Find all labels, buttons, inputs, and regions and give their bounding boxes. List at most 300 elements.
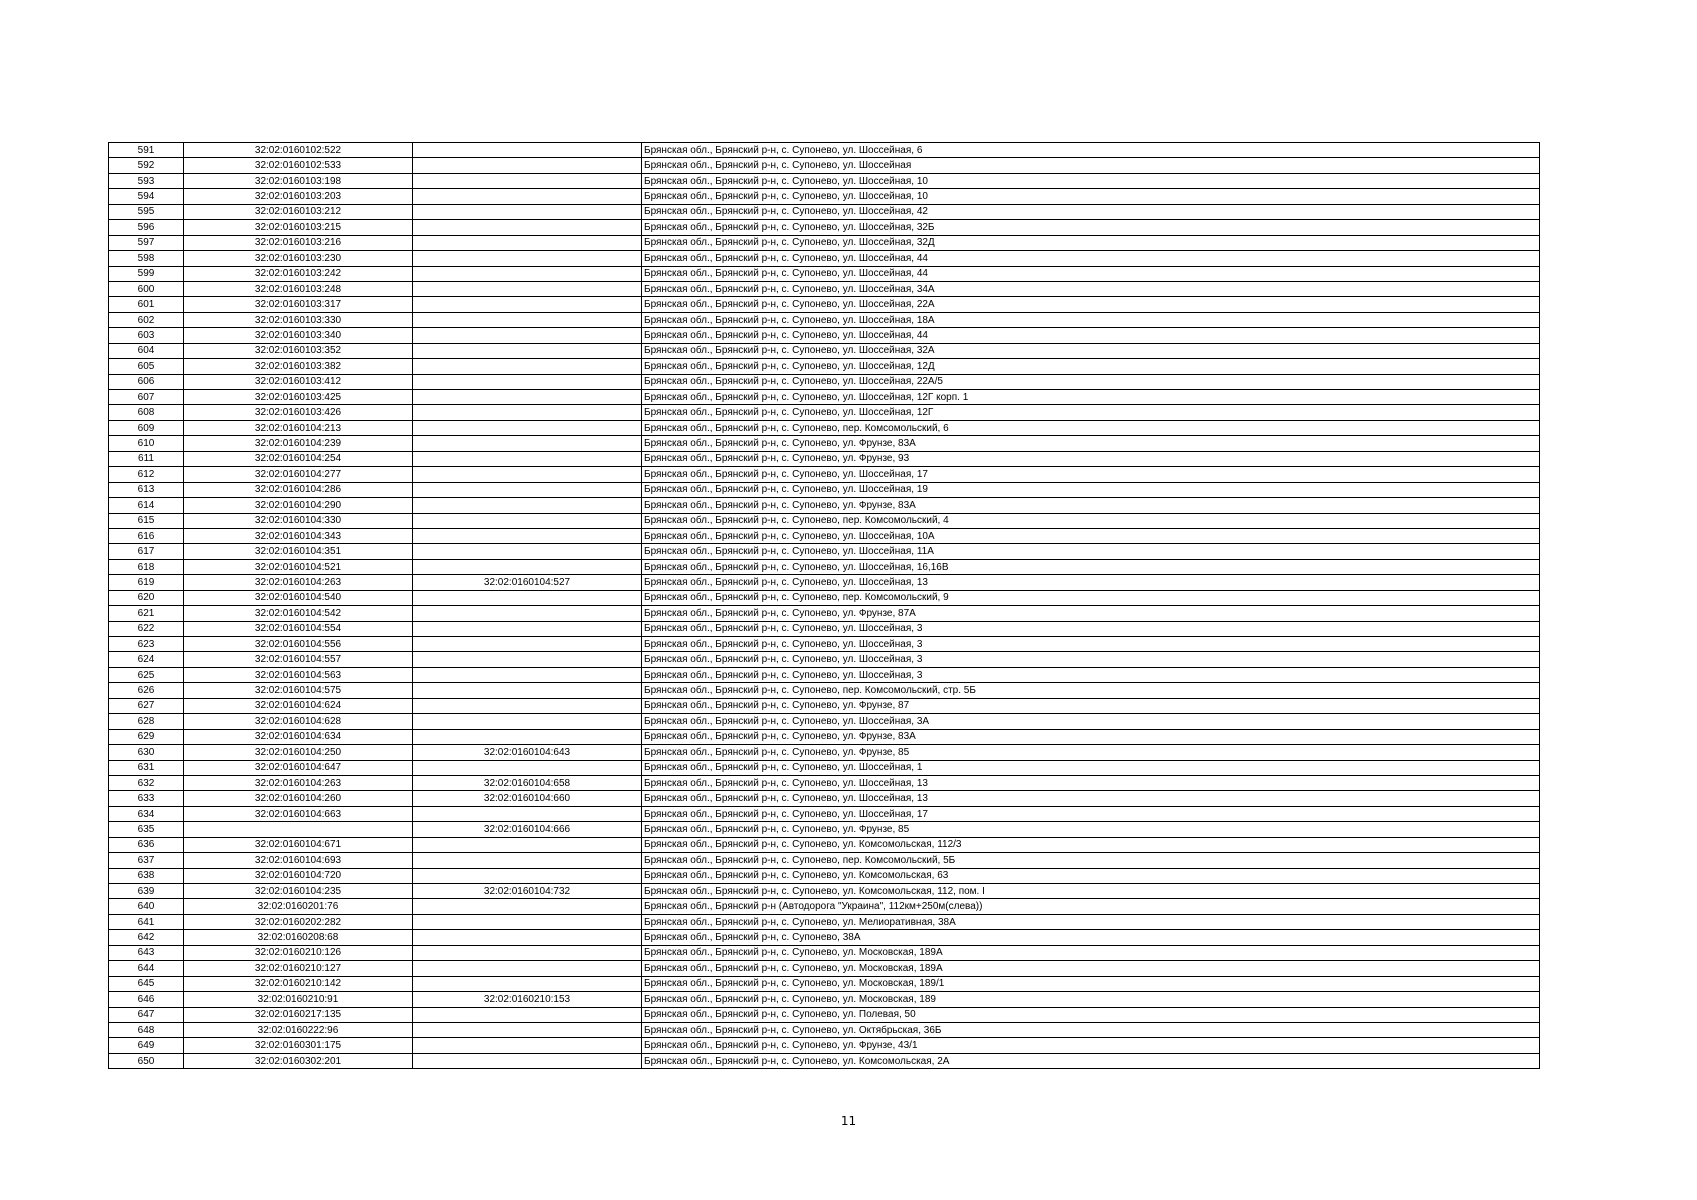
address-cell: Брянская обл., Брянский р-н, с. Супонево, ул. Шоссейная, 3 — [642, 621, 1540, 636]
table-row — [109, 420, 1540, 435]
table-row — [109, 868, 1540, 883]
table-row — [109, 806, 1540, 821]
linked-cadastral-number-cell — [413, 467, 642, 482]
table-row — [109, 343, 1540, 358]
table-row — [109, 884, 1540, 899]
linked-cadastral-number-cell: 32:02:0160104:732 — [413, 884, 642, 899]
table-row — [109, 667, 1540, 682]
table-row — [109, 745, 1540, 760]
row-number-cell: 643 — [109, 945, 184, 960]
linked-cadastral-number-cell — [413, 528, 642, 543]
cadastral-number-cell: 32:02:0160103:203 — [184, 189, 413, 204]
cadastral-number-cell: 32:02:0160104:286 — [184, 482, 413, 497]
row-number-cell: 636 — [109, 837, 184, 852]
address-cell: Брянская обл., Брянский р-н, с. Супонево, ул. Шоссейная, 3 — [642, 637, 1540, 652]
table-row — [109, 390, 1540, 405]
address-cell: Брянская обл., Брянский р-н, с. Супонево, 38А — [642, 930, 1540, 945]
row-number-cell: 603 — [109, 328, 184, 343]
linked-cadastral-number-cell — [413, 374, 642, 389]
address-cell: Брянская обл., Брянский р-н, с. Супонево, ул. Шоссейная, 44 — [642, 266, 1540, 281]
address-cell: Брянская обл., Брянский р-н, с. Супонево, ул. Шоссейная, 13 — [642, 575, 1540, 590]
cadastral-table — [108, 142, 1540, 1069]
row-number-cell: 618 — [109, 559, 184, 574]
linked-cadastral-number-cell — [413, 806, 642, 821]
linked-cadastral-number-cell — [413, 698, 642, 713]
table-row — [109, 652, 1540, 667]
table-row — [109, 961, 1540, 976]
cadastral-number-cell: 32:02:0160102:533 — [184, 158, 413, 173]
address-cell: Брянская обл., Брянский р-н, с. Супонево, ул. Шоссейная, 44 — [642, 328, 1540, 343]
linked-cadastral-number-cell — [413, 760, 642, 775]
address-cell: Брянская обл., Брянский р-н, с. Супонево, пер. Комсомольский, стр. 5Б — [642, 683, 1540, 698]
cadastral-number-cell: 32:02:0160104:277 — [184, 467, 413, 482]
table-row — [109, 606, 1540, 621]
table-row — [109, 899, 1540, 914]
linked-cadastral-number-cell — [413, 281, 642, 296]
cadastral-number-cell: 32:02:0160104:239 — [184, 436, 413, 451]
table-row — [109, 775, 1540, 790]
table-row — [109, 559, 1540, 574]
cadastral-number-cell: 32:02:0160102:522 — [184, 143, 413, 158]
row-number-cell: 641 — [109, 914, 184, 929]
linked-cadastral-number-cell — [413, 945, 642, 960]
row-number-cell: 602 — [109, 312, 184, 327]
row-number-cell: 606 — [109, 374, 184, 389]
table-row — [109, 1022, 1540, 1037]
address-cell: Брянская обл., Брянский р-н, с. Супонево, ул. Фрунзе, 43/1 — [642, 1038, 1540, 1053]
address-cell: Брянская обл., Брянский р-н, с. Супонево, ул. Шоссейная, 32А — [642, 343, 1540, 358]
table-row — [109, 513, 1540, 528]
table-row — [109, 853, 1540, 868]
linked-cadastral-number-cell — [413, 590, 642, 605]
table-row — [109, 837, 1540, 852]
cadastral-number-cell: 32:02:0160104:575 — [184, 683, 413, 698]
row-number-cell: 645 — [109, 976, 184, 991]
cadastral-number-cell: 32:02:0160302:201 — [184, 1053, 413, 1068]
cadastral-number-cell: 32:02:0160104:563 — [184, 667, 413, 682]
linked-cadastral-number-cell — [413, 914, 642, 929]
table-row — [109, 914, 1540, 929]
address-cell: Брянская обл., Брянский р-н, с. Супонево, ул. Шоссейная, 16,16В — [642, 559, 1540, 574]
cadastral-number-cell: 32:02:0160104:290 — [184, 498, 413, 513]
row-number-cell: 599 — [109, 266, 184, 281]
row-number-cell: 607 — [109, 390, 184, 405]
address-cell: Брянская обл., Брянский р-н, с. Супонево, ул. Фрунзе, 87А — [642, 606, 1540, 621]
address-cell: Брянская обл., Брянский р-н, с. Супонево, пер. Комсомольский, 5Б — [642, 853, 1540, 868]
table-row — [109, 976, 1540, 991]
table-row — [109, 251, 1540, 266]
cadastral-number-cell: 32:02:0160103:212 — [184, 204, 413, 219]
row-number-cell: 627 — [109, 698, 184, 713]
address-cell: Брянская обл., Брянский р-н, с. Супонево, ул. Московская, 189/1 — [642, 976, 1540, 991]
cadastral-number-cell: 32:02:0160210:127 — [184, 961, 413, 976]
row-number-cell: 634 — [109, 806, 184, 821]
linked-cadastral-number-cell — [413, 1053, 642, 1068]
linked-cadastral-number-cell — [413, 312, 642, 327]
address-cell: Брянская обл., Брянский р-н, с. Супонево, ул. Шоссейная, 3 — [642, 667, 1540, 682]
linked-cadastral-number-cell — [413, 621, 642, 636]
address-cell: Брянская обл., Брянский р-н, с. Супонево, ул. Шоссейная, 10А — [642, 528, 1540, 543]
cadastral-number-cell: 32:02:0160103:425 — [184, 390, 413, 405]
address-cell: Брянская обл., Брянский р-н, с. Супонево, ул. Шоссейная, 22А/5 — [642, 374, 1540, 389]
linked-cadastral-number-cell — [413, 158, 642, 173]
address-cell: Брянская обл., Брянский р-н, с. Супонево, ул. Шоссейная, 17 — [642, 806, 1540, 821]
table-row — [109, 266, 1540, 281]
address-cell: Брянская обл., Брянский р-н, с. Супонево, ул. Шоссейная, 19 — [642, 482, 1540, 497]
linked-cadastral-number-cell: 32:02:0160104:660 — [413, 791, 642, 806]
table-row — [109, 143, 1540, 158]
row-number-cell: 622 — [109, 621, 184, 636]
cadastral-number-cell — [184, 822, 413, 837]
cadastral-table-body — [109, 143, 1540, 1069]
cadastral-number-cell: 32:02:0160103:352 — [184, 343, 413, 358]
cadastral-number-cell: 32:02:0160104:540 — [184, 590, 413, 605]
row-number-cell: 628 — [109, 714, 184, 729]
linked-cadastral-number-cell — [413, 343, 642, 358]
address-cell: Брянская обл., Брянский р-н, с. Супонево, ул. Фрунзе, 93 — [642, 451, 1540, 466]
cadastral-number-cell: 32:02:0160104:250 — [184, 745, 413, 760]
cadastral-number-cell: 32:02:0160210:142 — [184, 976, 413, 991]
address-cell: Брянская обл., Брянский р-н, с. Супонево, пер. Комсомольский, 6 — [642, 420, 1540, 435]
row-number-cell: 605 — [109, 359, 184, 374]
cadastral-number-cell: 32:02:0160104:213 — [184, 420, 413, 435]
row-number-cell: 642 — [109, 930, 184, 945]
cadastral-number-cell: 32:02:0160103:216 — [184, 235, 413, 250]
row-number-cell: 592 — [109, 158, 184, 173]
address-cell: Брянская обл., Брянский р-н, с. Супонево, ул. Шоссейная, 10 — [642, 173, 1540, 188]
address-cell: Брянская обл., Брянский р-н, с. Супонево, ул. Шоссейная, 13 — [642, 791, 1540, 806]
address-cell: Брянская обл., Брянский р-н, с. Супонево, ул. Полевая, 50 — [642, 1007, 1540, 1022]
linked-cadastral-number-cell — [413, 482, 642, 497]
linked-cadastral-number-cell — [413, 143, 642, 158]
address-cell: Брянская обл., Брянский р-н, с. Супонево, ул. Шоссейная, 3 — [642, 652, 1540, 667]
table-row — [109, 714, 1540, 729]
table-row — [109, 729, 1540, 744]
cadastral-number-cell: 32:02:0160104:542 — [184, 606, 413, 621]
address-cell: Брянская обл., Брянский р-н, с. Супонево, ул. Фрунзе, 83А — [642, 729, 1540, 744]
row-number-cell: 613 — [109, 482, 184, 497]
row-number-cell: 626 — [109, 683, 184, 698]
row-number-cell: 633 — [109, 791, 184, 806]
linked-cadastral-number-cell — [413, 853, 642, 868]
cadastral-number-cell: 32:02:0160104:557 — [184, 652, 413, 667]
table-row — [109, 822, 1540, 837]
linked-cadastral-number-cell — [413, 1038, 642, 1053]
cadastral-number-cell: 32:02:0160104:554 — [184, 621, 413, 636]
table-row — [109, 498, 1540, 513]
row-number-cell: 629 — [109, 729, 184, 744]
row-number-cell: 640 — [109, 899, 184, 914]
table-row — [109, 1007, 1540, 1022]
row-number-cell: 593 — [109, 173, 184, 188]
row-number-cell: 615 — [109, 513, 184, 528]
cadastral-number-cell: 32:02:0160103:330 — [184, 312, 413, 327]
linked-cadastral-number-cell — [413, 235, 642, 250]
address-cell: Брянская обл., Брянский р-н, с. Супонево, ул. Комсомольская, 2А — [642, 1053, 1540, 1068]
cadastral-number-cell: 32:02:0160103:230 — [184, 251, 413, 266]
address-cell: Брянская обл., Брянский р-н, с. Супонево, ул. Шоссейная, 42 — [642, 204, 1540, 219]
address-cell: Брянская обл., Брянский р-н, с. Супонево, ул. Шоссейная, 17 — [642, 467, 1540, 482]
row-number-cell: 625 — [109, 667, 184, 682]
address-cell: Брянская обл., Брянский р-н, с. Супонево, ул. Московская, 189А — [642, 961, 1540, 976]
row-number-cell: 637 — [109, 853, 184, 868]
linked-cadastral-number-cell — [413, 405, 642, 420]
row-number-cell: 608 — [109, 405, 184, 420]
row-number-cell: 617 — [109, 544, 184, 559]
row-number-cell: 624 — [109, 652, 184, 667]
address-cell: Брянская обл., Брянский р-н, с. Супонево, ул. Фрунзе, 85 — [642, 822, 1540, 837]
row-number-cell: 611 — [109, 451, 184, 466]
table-row — [109, 220, 1540, 235]
cadastral-number-cell: 32:02:0160222:96 — [184, 1022, 413, 1037]
table-row — [109, 1038, 1540, 1053]
row-number-cell: 600 — [109, 281, 184, 296]
table-row — [109, 189, 1540, 204]
table-row — [109, 482, 1540, 497]
table-row — [109, 451, 1540, 466]
cadastral-number-cell: 32:02:0160103:426 — [184, 405, 413, 420]
address-cell: Брянская обл., Брянский р-н, с. Супонево, ул. Московская, 189 — [642, 992, 1540, 1007]
cadastral-number-cell: 32:02:0160104:263 — [184, 775, 413, 790]
cadastral-number-cell: 32:02:0160103:242 — [184, 266, 413, 281]
table-row — [109, 328, 1540, 343]
table-row — [109, 436, 1540, 451]
cadastral-number-cell: 32:02:0160217:135 — [184, 1007, 413, 1022]
cadastral-number-cell: 32:02:0160104:263 — [184, 575, 413, 590]
row-number-cell: 601 — [109, 297, 184, 312]
linked-cadastral-number-cell — [413, 359, 642, 374]
document-sheet — [108, 142, 1540, 1069]
address-cell: Брянская обл., Брянский р-н, с. Супонево, ул. Московская, 189А — [642, 945, 1540, 960]
cadastral-number-cell: 32:02:0160104:343 — [184, 528, 413, 543]
address-cell: Брянская обл., Брянский р-н (Автодорога "Украина", 112км+250м(слева)) — [642, 899, 1540, 914]
cadastral-number-cell: 32:02:0160104:671 — [184, 837, 413, 852]
table-row — [109, 374, 1540, 389]
linked-cadastral-number-cell — [413, 451, 642, 466]
row-number-cell: 635 — [109, 822, 184, 837]
row-number-cell: 597 — [109, 235, 184, 250]
table-row — [109, 637, 1540, 652]
linked-cadastral-number-cell — [413, 683, 642, 698]
row-number-cell: 639 — [109, 884, 184, 899]
cadastral-number-cell: 32:02:0160103:412 — [184, 374, 413, 389]
linked-cadastral-number-cell — [413, 667, 642, 682]
cadastral-number-cell: 32:02:0160104:693 — [184, 853, 413, 868]
table-row — [109, 204, 1540, 219]
row-number-cell: 621 — [109, 606, 184, 621]
cadastral-number-cell: 32:02:0160103:215 — [184, 220, 413, 235]
address-cell: Брянская обл., Брянский р-н, с. Супонево, пер. Комсомольский, 9 — [642, 590, 1540, 605]
cadastral-number-cell: 32:02:0160104:720 — [184, 868, 413, 883]
address-cell: Брянская обл., Брянский р-н, с. Супонево, ул. Комсомольская, 112, пом. I — [642, 884, 1540, 899]
cadastral-number-cell: 32:02:0160201:76 — [184, 899, 413, 914]
linked-cadastral-number-cell: 32:02:0160104:527 — [413, 575, 642, 590]
row-number-cell: 631 — [109, 760, 184, 775]
cadastral-number-cell: 32:02:0160103:248 — [184, 281, 413, 296]
row-number-cell: 609 — [109, 420, 184, 435]
linked-cadastral-number-cell — [413, 961, 642, 976]
address-cell: Брянская обл., Брянский р-н, с. Супонево, ул. Фрунзе, 83А — [642, 436, 1540, 451]
row-number-cell: 595 — [109, 204, 184, 219]
table-row — [109, 467, 1540, 482]
linked-cadastral-number-cell — [413, 390, 642, 405]
linked-cadastral-number-cell — [413, 899, 642, 914]
address-cell: Брянская обл., Брянский р-н, с. Супонево, ул. Шоссейная, 12Д — [642, 359, 1540, 374]
row-number-cell: 648 — [109, 1022, 184, 1037]
cadastral-number-cell: 32:02:0160208:68 — [184, 930, 413, 945]
row-number-cell: 638 — [109, 868, 184, 883]
table-row — [109, 1053, 1540, 1068]
table-row — [109, 235, 1540, 250]
cadastral-number-cell: 32:02:0160104:624 — [184, 698, 413, 713]
linked-cadastral-number-cell — [413, 189, 642, 204]
address-cell: Брянская обл., Брянский р-н, с. Супонево, ул. Мелиоративная, 38А — [642, 914, 1540, 929]
cadastral-number-cell: 32:02:0160104:628 — [184, 714, 413, 729]
cadastral-number-cell: 32:02:0160104:663 — [184, 806, 413, 821]
cadastral-number-cell: 32:02:0160104:330 — [184, 513, 413, 528]
row-number-cell: 630 — [109, 745, 184, 760]
address-cell: Брянская обл., Брянский р-н, с. Супонево, ул. Шоссейная, 10 — [642, 189, 1540, 204]
row-number-cell: 623 — [109, 637, 184, 652]
linked-cadastral-number-cell — [413, 220, 642, 235]
cadastral-number-cell: 32:02:0160104:556 — [184, 637, 413, 652]
address-cell: Брянская обл., Брянский р-н, с. Супонево, ул. Шоссейная, 1 — [642, 760, 1540, 775]
table-row — [109, 575, 1540, 590]
cadastral-number-cell: 32:02:0160104:254 — [184, 451, 413, 466]
linked-cadastral-number-cell — [413, 328, 642, 343]
table-row — [109, 791, 1540, 806]
address-cell: Брянская обл., Брянский р-н, с. Супонево, ул. Шоссейная, 11А — [642, 544, 1540, 559]
address-cell: Брянская обл., Брянский р-н, с. Супонево, ул. Шоссейная, 6 — [642, 143, 1540, 158]
row-number-cell: 591 — [109, 143, 184, 158]
row-number-cell: 644 — [109, 961, 184, 976]
table-row — [109, 405, 1540, 420]
row-number-cell: 646 — [109, 992, 184, 1007]
linked-cadastral-number-cell — [413, 729, 642, 744]
address-cell: Брянская обл., Брянский р-н, с. Супонево, ул. Фрунзе, 87 — [642, 698, 1540, 713]
address-cell: Брянская обл., Брянский р-н, с. Супонево, ул. Шоссейная, 13 — [642, 775, 1540, 790]
linked-cadastral-number-cell — [413, 436, 642, 451]
linked-cadastral-number-cell — [413, 559, 642, 574]
linked-cadastral-number-cell — [413, 606, 642, 621]
table-row — [109, 359, 1540, 374]
address-cell: Брянская обл., Брянский р-н, с. Супонево, ул. Шоссейная, 34А — [642, 281, 1540, 296]
linked-cadastral-number-cell — [413, 544, 642, 559]
row-number-cell: 649 — [109, 1038, 184, 1053]
row-number-cell: 616 — [109, 528, 184, 543]
cadastral-number-cell: 32:02:0160103:382 — [184, 359, 413, 374]
cadastral-number-cell: 32:02:0160103:317 — [184, 297, 413, 312]
page-number: 11 — [840, 1114, 857, 1128]
linked-cadastral-number-cell: 32:02:0160104:666 — [413, 822, 642, 837]
cadastral-number-cell: 32:02:0160104:634 — [184, 729, 413, 744]
row-number-cell: 594 — [109, 189, 184, 204]
table-row — [109, 173, 1540, 188]
row-number-cell: 596 — [109, 220, 184, 235]
cadastral-number-cell: 32:02:0160104:521 — [184, 559, 413, 574]
table-row — [109, 621, 1540, 636]
table-row — [109, 544, 1540, 559]
table-row — [109, 930, 1540, 945]
address-cell: Брянская обл., Брянский р-н, с. Супонево, ул. Шоссейная, 32Д — [642, 235, 1540, 250]
linked-cadastral-number-cell — [413, 251, 642, 266]
address-cell: Брянская обл., Брянский р-н, с. Супонево, ул. Шоссейная, 44 — [642, 251, 1540, 266]
row-number-cell: 619 — [109, 575, 184, 590]
linked-cadastral-number-cell — [413, 498, 642, 513]
row-number-cell: 598 — [109, 251, 184, 266]
linked-cadastral-number-cell — [413, 297, 642, 312]
linked-cadastral-number-cell — [413, 868, 642, 883]
table-row — [109, 281, 1540, 296]
address-cell: Брянская обл., Брянский р-н, с. Супонево, ул. Комсомольская, 112/3 — [642, 837, 1540, 852]
linked-cadastral-number-cell — [413, 173, 642, 188]
linked-cadastral-number-cell — [413, 652, 642, 667]
cadastral-number-cell: 32:02:0160104:351 — [184, 544, 413, 559]
row-number-cell: 650 — [109, 1053, 184, 1068]
row-number-cell: 647 — [109, 1007, 184, 1022]
table-row — [109, 945, 1540, 960]
linked-cadastral-number-cell: 32:02:0160104:643 — [413, 745, 642, 760]
address-cell: Брянская обл., Брянский р-н, с. Супонево, ул. Шоссейная, 32Б — [642, 220, 1540, 235]
table-row — [109, 297, 1540, 312]
linked-cadastral-number-cell — [413, 1022, 642, 1037]
linked-cadastral-number-cell — [413, 637, 642, 652]
linked-cadastral-number-cell: 32:02:0160210:153 — [413, 992, 642, 1007]
address-cell: Брянская обл., Брянский р-н, с. Супонево, ул. Шоссейная, 3А — [642, 714, 1540, 729]
address-cell: Брянская обл., Брянский р-н, с. Супонево, ул. Фрунзе, 83А — [642, 498, 1540, 513]
address-cell: Брянская обл., Брянский р-н, с. Супонево, ул. Шоссейная, 12Г — [642, 405, 1540, 420]
row-number-cell: 632 — [109, 775, 184, 790]
linked-cadastral-number-cell: 32:02:0160104:658 — [413, 775, 642, 790]
address-cell: Брянская обл., Брянский р-н, с. Супонево, ул. Шоссейная, 12Г корп. 1 — [642, 390, 1540, 405]
table-row — [109, 760, 1540, 775]
address-cell: Брянская обл., Брянский р-н, с. Супонево, ул. Комсомольская, 63 — [642, 868, 1540, 883]
cadastral-number-cell: 32:02:0160104:235 — [184, 884, 413, 899]
cadastral-number-cell: 32:02:0160104:260 — [184, 791, 413, 806]
address-cell: Брянская обл., Брянский р-н, с. Супонево, ул. Шоссейная — [642, 158, 1540, 173]
address-cell: Брянская обл., Брянский р-н, с. Супонево, ул. Октябрьская, 36Б — [642, 1022, 1540, 1037]
address-cell: Брянская обл., Брянский р-н, с. Супонево, ул. Шоссейная, 18А — [642, 312, 1540, 327]
table-row — [109, 312, 1540, 327]
linked-cadastral-number-cell — [413, 204, 642, 219]
table-row — [109, 528, 1540, 543]
table-row — [109, 698, 1540, 713]
table-row — [109, 992, 1540, 1007]
row-number-cell: 610 — [109, 436, 184, 451]
row-number-cell: 612 — [109, 467, 184, 482]
cadastral-number-cell: 32:02:0160210:126 — [184, 945, 413, 960]
row-number-cell: 614 — [109, 498, 184, 513]
linked-cadastral-number-cell — [413, 714, 642, 729]
linked-cadastral-number-cell — [413, 420, 642, 435]
cadastral-number-cell: 32:02:0160301:175 — [184, 1038, 413, 1053]
table-row — [109, 683, 1540, 698]
table-row — [109, 590, 1540, 605]
row-number-cell: 604 — [109, 343, 184, 358]
address-cell: Брянская обл., Брянский р-н, с. Супонево, ул. Шоссейная, 22А — [642, 297, 1540, 312]
row-number-cell: 620 — [109, 590, 184, 605]
linked-cadastral-number-cell — [413, 930, 642, 945]
cadastral-number-cell: 32:02:0160104:647 — [184, 760, 413, 775]
address-cell: Брянская обл., Брянский р-н, с. Супонево, пер. Комсомольский, 4 — [642, 513, 1540, 528]
table-row — [109, 158, 1540, 173]
address-cell: Брянская обл., Брянский р-н, с. Супонево, ул. Фрунзе, 85 — [642, 745, 1540, 760]
cadastral-number-cell: 32:02:0160103:340 — [184, 328, 413, 343]
cadastral-number-cell: 32:02:0160210:91 — [184, 992, 413, 1007]
linked-cadastral-number-cell — [413, 837, 642, 852]
cadastral-number-cell: 32:02:0160202:282 — [184, 914, 413, 929]
linked-cadastral-number-cell — [413, 1007, 642, 1022]
